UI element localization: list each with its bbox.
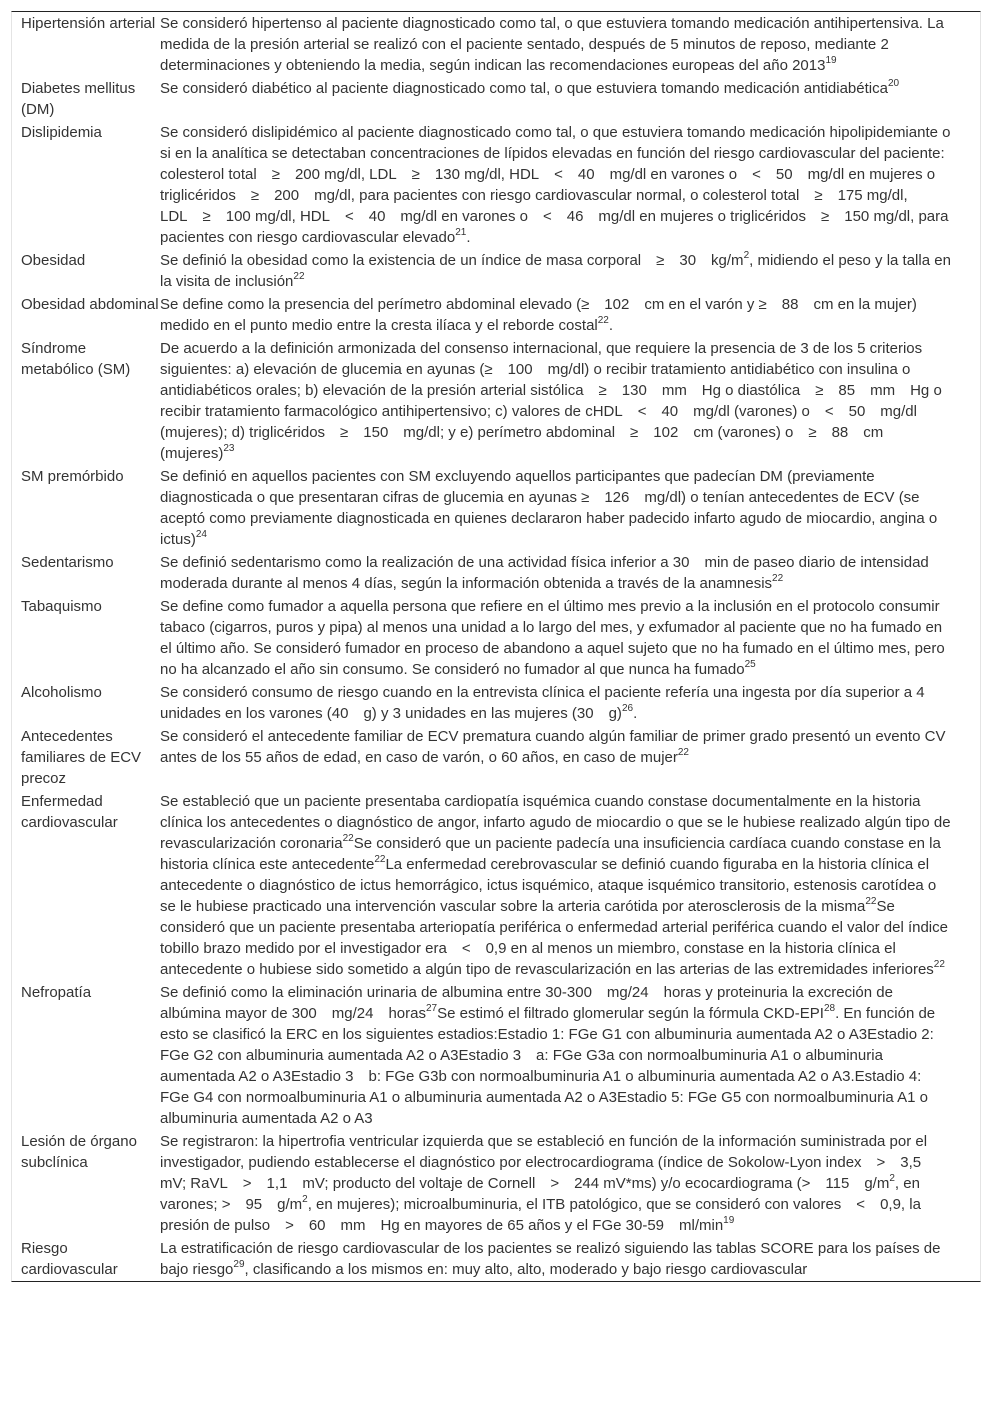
definition-text: Se consideró hipertenso al paciente diagnosticado como tal, o que estuviera tomando medicación antihipertensiva. La medida de la presión arterial se realizó con el paciente sentado, después de 5 minutos de reposo, mediante 2 determinaciones y obteniendo la media, según indican las recomendaciones europeas del año 2013 [160,15,944,74]
definition-text: , clasificando a los mismos en: muy alto, alto, moderado y bajo riesgo cardiovascular [244,1261,808,1278]
reference-superscript: 22 [865,896,877,907]
reference-superscript: 22 [597,315,609,326]
variable-label: Sedentarismo [21,554,114,571]
table-row [12,981,980,1130]
reference-superscript: 19 [825,55,837,66]
variable-label: Riesgo cardiovascular [21,1240,118,1278]
table-row [12,1237,980,1281]
variable-definition [160,1130,980,1237]
table-row [12,12,980,77]
definition-text: , midiendo el peso y la talla en la visita de inclusión [160,252,951,290]
definition-text: . En función de esto se clasificó la ERC en los siguientes estadios:Estadio 1: FGe G1 con albuminuria aumentada A2 o A3Estadio 2: FGe G2 con albuminuria aumentada A2 o A3Estadio 3 a: FGe G3a con normoalbuminuria A1 o albuminuria aumentada A2 o A3Estadio 3 b: FGe G3b con normoalbuminuria A1 o albuminuria aumentada A2 o A3.Estadio 4: FGe G4 con normoalbuminuria A1 o albuminuria aumentada A2 o A3Estadio 5: FGe G5 con normoalbuminuria A1 o albuminuria aumentada A2 o A3 [160,1005,936,1127]
table-row [12,293,980,337]
definition-text: . [466,229,471,246]
table-row [12,595,980,681]
reference-superscript: 26 [621,703,634,714]
variable-label: SM premórbido [21,468,124,485]
definition-text: Se definió en aquellos pacientes con SM excluyendo aquellos participantes que padecían DM (previamente diagnosticada o que presentaran cifras de glucemia en ayunas ≥ 126 mg/dl) o tenían antecedentes de ECV (se aceptó como previamente diagnosticada en quienes declararon haber padecido infarto agudo de miocardio, angina o ictus) [160,468,938,548]
table-row [12,725,980,790]
definition-text: . [633,705,638,722]
reference-superscript: 29 [233,1259,245,1270]
variable-definition [160,1237,980,1281]
table-row [12,337,980,465]
definition-text: Se consideró el antecedente familiar de ECV prematura cuando algún familiar de primer grado presentó un evento CV antes de los 55 años de edad, en caso de varón, o 60 años, en caso de mujer [160,728,946,766]
definition-text: Se definió como la eliminación urinaria de albumina entre 30-300 mg/24 horas y proteinuria la excreción de albúmina mayor de 300 mg/24 horas [160,984,893,1022]
table-row [12,465,980,551]
reference-superscript: 2 [743,250,750,261]
definition-text: , en varones; > 95 g/m [160,1175,920,1213]
reference-superscript: 20 [887,78,900,89]
definition-text: Se definió la obesidad como la existencia de un índice de masa corporal ≥ 30 kg/m [160,252,744,269]
table-row [12,1130,980,1237]
definition-text: Se define como la presencia del perímetro abdominal elevado (≥ 102 cm en el varón y ≥ 88 cm en la mujer) medido en el punto medio entre la cresta ilíaca y el reborde costal [160,296,917,334]
reference-superscript: 22 [933,959,945,970]
variable-label: Nefropatía [21,984,92,1001]
table-row [12,249,980,293]
definition-text: La enfermedad cerebrovascular se definió cuando figuraba en la historia clínica el antecedente o diagnóstico de ictus hemorrágico, ictus isquémico, ataque isquémico transitorio, estenosis carotídea o se le hubiese practicado una intervención vascular sobre la arteria carótida por aterosclerosis de la misma [160,856,937,915]
definitions-table [12,12,980,1281]
variable-label: Hipertensión arterial [21,15,156,32]
definition-text: Se estimó el filtrado glomerular según la fórmula CKD-EPI [437,1005,824,1022]
variable-definition [160,465,980,551]
table-row [12,790,980,981]
definitions-table-body [12,12,980,1281]
table-row [12,121,980,249]
reference-superscript: 24 [195,529,207,540]
definition-text: Se registraron: la hipertrofia ventricular izquierda que se estableció en función de la información suministrada por el investigador, pudiendo establecerse el diagnóstico por electrocardiograma (índice de Sokolow-Lyon index > 3,5 mV; RaVL > 1,1 mV; producto del voltaje de Cornell > 244 mV*ms) y/o ecocardiograma (> 115 g/m [160,1133,937,1192]
definition-text: Se consideró que un paciente padecía una insuficiencia cardíaca cuando constase en la historia clínica este antecedente [160,835,941,873]
definition-text: Se consideró que un paciente presentaba arteriopatía periférica o enfermedad arterial periférica cuando el valor del índice tobillo brazo medido por el investigador era < 0,9 en al menos un miembro, constase en la historia clínica el antecedente o hubiese sido sometido a algún tipo de revascularización en las arterias de las extremidades inferiores [160,898,948,978]
reference-superscript: 22 [772,573,784,584]
definition-text: Se define como fumador a aquella persona que refiere en el último mes previo a la inclusión en el protocolo consumir tabaco (cigarros, puros y pipa) al menos una unidad a lo largo del mes, y exfumador al paciente que no ha fumado en el último año. Se consideró fumador en proceso de abandono a aquel sujeto que no ha fumado en el último mes, pero no ha alcanzado el año sin consumo. Se consideró no fumador al que nunca ha fumado [160,598,945,678]
reference-superscript: 21 [455,227,467,238]
definition-text: Se consideró consumo de riesgo cuando en la entrevista clínica el paciente refería una ingesta por día superior a 4 unidades en los varones (40 g) y 3 unidades en las mujeres (30 g) [160,684,925,722]
variable-label: Diabetes mellitus (DM) [21,80,136,118]
reference-superscript: 22 [342,833,354,844]
reference-superscript: 28 [823,1003,836,1014]
reference-superscript: 19 [723,1215,735,1226]
reference-superscript: 22 [293,271,305,282]
variable-label: Obesidad abdominal [21,296,159,313]
reference-superscript: 25 [744,659,756,670]
variable-definition [160,551,980,595]
variable-definition [160,681,980,725]
definition-text: Se definió sedentarismo como la realización de una actividad física inferior a 30 min de paseo diario de intensidad moderada durante al menos 4 días, según la información obtenida a través de la anamnesis [160,554,929,592]
reference-superscript: 2 [302,1194,308,1205]
reference-superscript: 22 [374,854,386,865]
definition-text: La estratificación de riesgo cardiovascular de los pacientes se realizó siguiendo las tablas SCORE para los países de bajo riesgo [160,1240,941,1278]
variable-label: Obesidad [21,252,86,269]
definition-text: Se estableció que un paciente presentaba cardiopatía isquémica cuando constase documentalmente en la historia clínica los antecedentes o diagnóstico de angor, infarto agudo de miocardio o que se le hubiese realizado algún tipo de revascularización coronaria [160,793,951,852]
variable-label: Tabaquismo [21,598,102,615]
definition-text: De acuerdo a la definición armonizada del consenso internacional, que requiere la presencia de 3 de los 5 criterios siguientes: a) elevación de glucemia en ayunas (≥ 100 mg/dl) o recibir tratamiento antidiabético con insulina o antidiabéticos orales; b) elevación de la presión arterial sistólica ≥ 130 mm Hg o diastólica ≥ 85 mm Hg o recibir tratamiento farmacológico antihipertensivo; c) valores de cHDL < 40 mg/dl (varones) o < 50 mg/dl (mujeres); d) triglicéridos ≥ 150 mg/dl; y e) perímetro abdominal ≥ 102 cm (varones) o ≥ 88 cm (mujeres) [160,340,942,462]
definition-text: , en mujeres); microalbuminuria, el ITB patológico, que se consideró con valores < 0,9, la presión de pulso > 60 mm Hg en mayores de 65 años y el FGe 30-59 ml/min [160,1196,921,1234]
variable-label: Alcoholismo [21,684,102,701]
variable-label: Dislipidemia [21,124,102,141]
variable-definition [160,725,980,790]
definition-text: Se consideró dislipidémico al paciente diagnosticado como tal, o que estuviera tomando medicación hipolipidemiante o si en la analítica se detectaban concentraciones de lípidos elevadas en función del riesgo cardiovascular del paciente: colesterol total ≥ 200 mg/dl, LDL ≥ 130 mg/dl, HDL < 40 mg/dl en varones o < 50 mg/dl en mujeres o triglicéridos ≥ 200 mg/dl, para pacientes con riesgo cardiovascular normal, o colesterol total ≥ 175 mg/dl, LDL ≥ 100 mg/dl, HDL < 40 mg/dl en varones o < 46 mg/dl en mujeres o triglicéridos ≥ 150 mg/dl, para pacientes con riesgo cardiovascular elevado [160,124,951,246]
variable-definition [160,790,980,981]
variable-label: Enfermedad cardiovascular [21,793,118,831]
variable-definition [160,981,980,1130]
variable-definition [160,121,980,249]
variable-definition [160,293,980,337]
variable-label: Antecedentes familiares de ECV precoz [21,728,142,787]
reference-superscript: 23 [223,443,235,454]
definition-text: . [608,317,614,334]
reference-superscript: 27 [425,1003,438,1014]
table-row [12,77,980,121]
reference-superscript: 22 [677,747,689,758]
variable-definition [160,77,980,121]
reference-superscript: 2 [889,1173,895,1184]
table-row [12,681,980,725]
variable-definition [160,595,980,681]
variable-definition [160,249,980,293]
definition-text: Se consideró diabético al paciente diagnosticado como tal, o que estuviera tomando medicación antidiabética [160,80,888,97]
variable-definition [160,337,980,465]
definitions-table-container [11,11,981,1282]
variable-label: Lesión de órgano subclínica [21,1133,137,1171]
variable-label: Síndrome metabólico (SM) [21,340,131,378]
table-row [12,551,980,595]
variable-definition [160,12,980,77]
